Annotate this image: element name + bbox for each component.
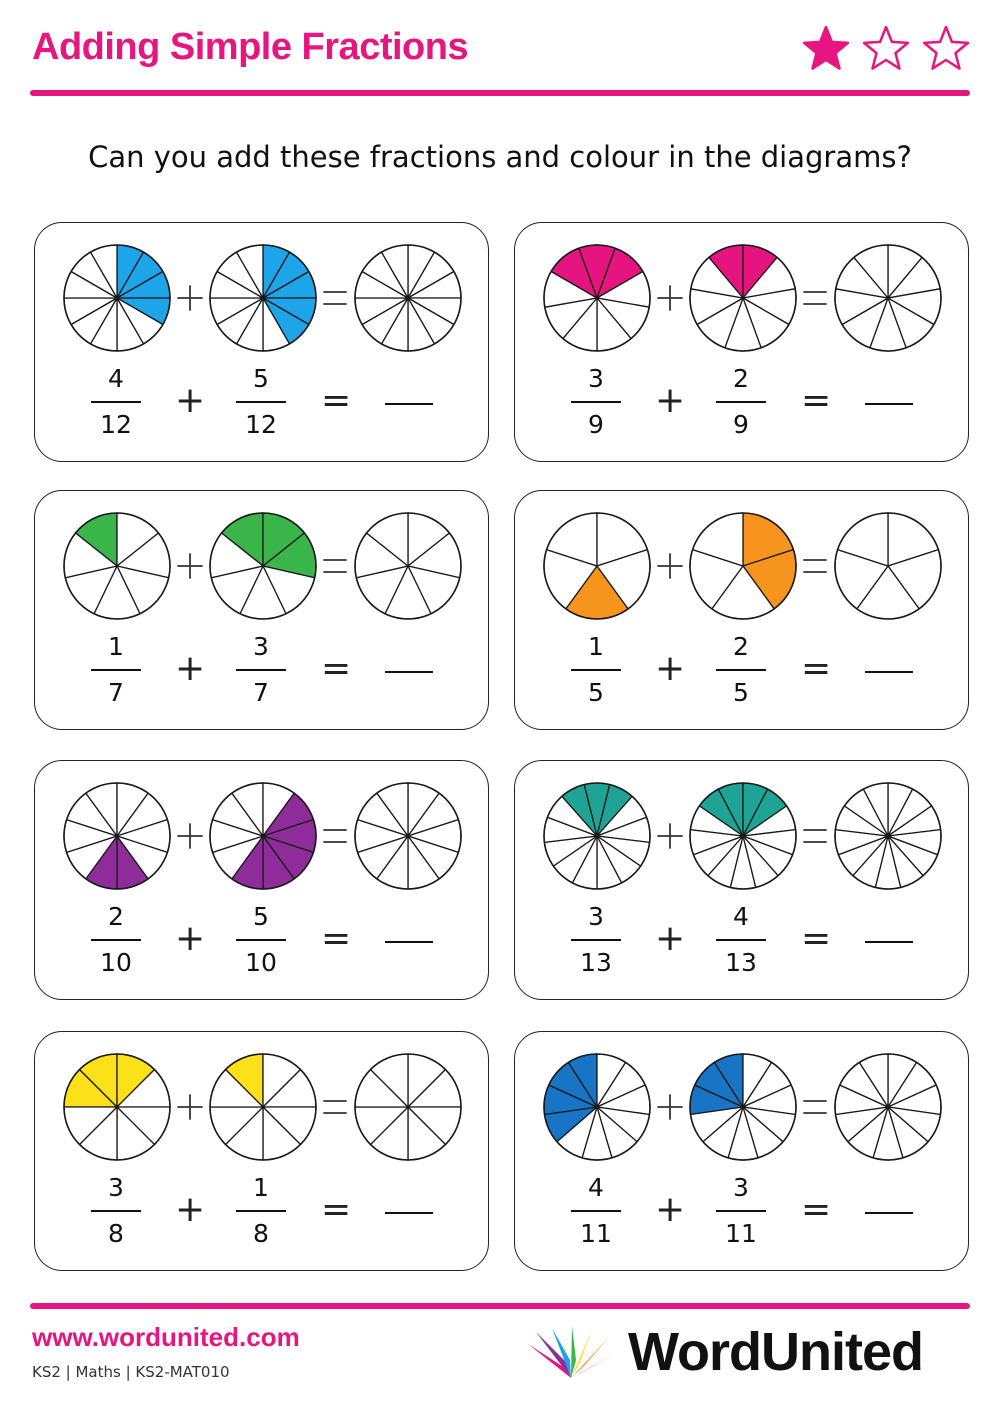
denominator: 11 (580, 1219, 612, 1248)
answer-blank[interactable] (385, 671, 433, 673)
answer-pie-to-colour (355, 513, 461, 619)
second-fraction-pie (210, 1054, 316, 1160)
denominator: 12 (245, 410, 277, 439)
second-fraction (716, 631, 766, 709)
plus-operator: + (655, 380, 686, 421)
first-fraction (571, 1172, 621, 1250)
fraction-bar (571, 1210, 621, 1212)
plus-sign-icon (658, 1095, 682, 1119)
answer-blank[interactable] (865, 671, 913, 673)
fraction-bar (716, 1210, 766, 1212)
numerator: 1 (108, 632, 124, 661)
answer-pie-to-colour (355, 245, 461, 351)
fraction-problem-card (34, 760, 489, 1000)
equals-sign-icon (324, 830, 346, 842)
second-fraction (716, 363, 766, 441)
fraction-diagrams (515, 223, 970, 363)
fraction-problem-card (514, 1031, 969, 1271)
plus-operator: + (175, 918, 206, 959)
denominator: 7 (108, 678, 124, 707)
plus-operator: + (175, 648, 206, 689)
answer-pie-to-colour (355, 1054, 461, 1160)
fraction-diagrams (515, 1032, 970, 1172)
answer-blank[interactable] (865, 1212, 913, 1214)
instruction-text: Can you add these fractions and colour in the diagrams? (88, 140, 912, 174)
denominator: 10 (245, 948, 277, 977)
denominator: 5 (588, 678, 604, 707)
numerator: 5 (253, 902, 269, 931)
first-fraction (571, 363, 621, 441)
equals-operator: = (321, 1189, 352, 1230)
fraction-diagrams (35, 1032, 490, 1172)
resource-code: KS2 | Maths | KS2-MAT010 (32, 1363, 230, 1381)
answer-pie-to-colour (835, 513, 941, 619)
denominator: 8 (253, 1219, 269, 1248)
second-fraction-pie (690, 1054, 796, 1160)
fraction-bar (236, 669, 286, 671)
star-empty-icon (864, 27, 908, 69)
equals-operator: = (801, 918, 832, 959)
fraction-diagrams (35, 491, 490, 631)
first-fraction (91, 363, 141, 441)
answer-blank[interactable] (385, 941, 433, 943)
numerator: 5 (253, 364, 269, 393)
fraction-bar (571, 669, 621, 671)
second-fraction-pie (690, 783, 796, 889)
fraction-problem-card (34, 1031, 489, 1271)
first-fraction-pie (544, 1054, 650, 1160)
plus-operator: + (175, 1189, 206, 1230)
second-fraction (236, 631, 286, 709)
equals-operator: = (801, 380, 832, 421)
plus-operator: + (175, 380, 206, 421)
plus-sign-icon (658, 824, 682, 848)
difficulty-stars (800, 24, 972, 76)
first-fraction-pie (64, 1054, 170, 1160)
plus-sign-icon (658, 286, 682, 310)
numerator: 2 (733, 632, 749, 661)
equals-operator: = (801, 648, 832, 689)
answer-pie-to-colour (835, 1054, 941, 1160)
second-fraction-pie (210, 513, 316, 619)
answer-pie-to-colour (355, 783, 461, 889)
website-link[interactable]: www.wordunited.com (32, 1322, 300, 1352)
answer-pie-to-colour (835, 783, 941, 889)
equals-sign-icon (324, 1101, 346, 1113)
numerator: 4 (108, 364, 124, 393)
fraction-problem-card (514, 760, 969, 1000)
second-fraction (236, 1172, 286, 1250)
denominator: 13 (580, 948, 612, 977)
plus-sign-icon (658, 554, 682, 578)
numerator: 1 (253, 1173, 269, 1202)
first-fraction-pie (544, 513, 650, 619)
plus-sign-icon (178, 1095, 202, 1119)
fraction-bar (236, 1210, 286, 1212)
fraction-bar (571, 401, 621, 403)
fraction-diagrams (515, 491, 970, 631)
denominator: 7 (253, 678, 269, 707)
star-empty-icon (924, 27, 968, 69)
second-fraction (236, 363, 286, 441)
denominator: 13 (725, 948, 757, 977)
numerator: 3 (733, 1173, 749, 1202)
equals-sign-icon (804, 560, 826, 572)
second-fraction (716, 1172, 766, 1250)
header-divider (30, 90, 970, 96)
answer-blank[interactable] (865, 403, 913, 405)
denominator: 10 (100, 948, 132, 977)
first-fraction-pie (544, 245, 650, 351)
fraction-bar (91, 669, 141, 671)
wordunited-logo-text: WordUnited (628, 1322, 923, 1382)
second-fraction (716, 901, 766, 979)
plus-operator: + (655, 1189, 686, 1230)
fraction-diagrams (515, 761, 970, 901)
numerator: 1 (588, 632, 604, 661)
numerator: 2 (108, 902, 124, 931)
denominator: 11 (725, 1219, 757, 1248)
fraction-bar (91, 401, 141, 403)
numerator: 3 (253, 632, 269, 661)
footer-divider (30, 1303, 970, 1309)
first-fraction (91, 631, 141, 709)
second-fraction-pie (690, 513, 796, 619)
second-fraction-pie (690, 245, 796, 351)
equals-operator: = (321, 918, 352, 959)
denominator: 8 (108, 1219, 124, 1248)
numerator: 4 (733, 902, 749, 931)
denominator: 12 (100, 410, 132, 439)
denominator: 9 (588, 410, 604, 439)
equals-sign-icon (804, 1101, 826, 1113)
plus-sign-icon (178, 554, 202, 578)
equals-operator: = (321, 648, 352, 689)
fraction-problem-card (34, 222, 489, 462)
first-fraction-pie (544, 783, 650, 889)
numerator: 2 (733, 364, 749, 393)
fraction-bar (716, 669, 766, 671)
fraction-diagrams (35, 223, 490, 363)
denominator: 9 (733, 410, 749, 439)
fraction-problem-card (34, 490, 489, 730)
numerator: 3 (108, 1173, 124, 1202)
fraction-bar (236, 939, 286, 941)
fraction-bar (571, 939, 621, 941)
first-fraction-pie (64, 783, 170, 889)
plus-operator: + (655, 648, 686, 689)
first-fraction (91, 1172, 141, 1250)
fraction-bar (716, 401, 766, 403)
first-fraction-pie (64, 513, 170, 619)
equals-sign-icon (324, 560, 346, 572)
first-fraction-pie (64, 245, 170, 351)
fraction-bar (716, 939, 766, 941)
second-fraction-pie (210, 245, 316, 351)
fraction-problem-card (514, 222, 969, 462)
equals-sign-icon (324, 292, 346, 304)
plus-sign-icon (178, 286, 202, 310)
equals-operator: = (801, 1189, 832, 1230)
fraction-diagrams (35, 761, 490, 901)
denominator: 5 (733, 678, 749, 707)
answer-blank[interactable] (385, 1212, 433, 1214)
answer-blank[interactable] (385, 403, 433, 405)
second-fraction (236, 901, 286, 979)
wordunited-logo-icon (522, 1326, 620, 1384)
fraction-bar (236, 401, 286, 403)
answer-pie-to-colour (835, 245, 941, 351)
numerator: 4 (588, 1173, 604, 1202)
equals-sign-icon (804, 292, 826, 304)
first-fraction (571, 901, 621, 979)
first-fraction (571, 631, 621, 709)
equals-sign-icon (804, 830, 826, 842)
numerator: 3 (588, 364, 604, 393)
fraction-bar (91, 1210, 141, 1212)
plus-operator: + (655, 918, 686, 959)
fraction-bar (91, 939, 141, 941)
first-fraction (91, 901, 141, 979)
worksheet-title: Adding Simple Fractions (32, 26, 469, 68)
plus-sign-icon (178, 824, 202, 848)
star-filled-icon (804, 27, 848, 69)
equals-operator: = (321, 380, 352, 421)
second-fraction-pie (210, 783, 316, 889)
fraction-problem-card (514, 490, 969, 730)
numerator: 3 (588, 902, 604, 931)
answer-blank[interactable] (865, 941, 913, 943)
